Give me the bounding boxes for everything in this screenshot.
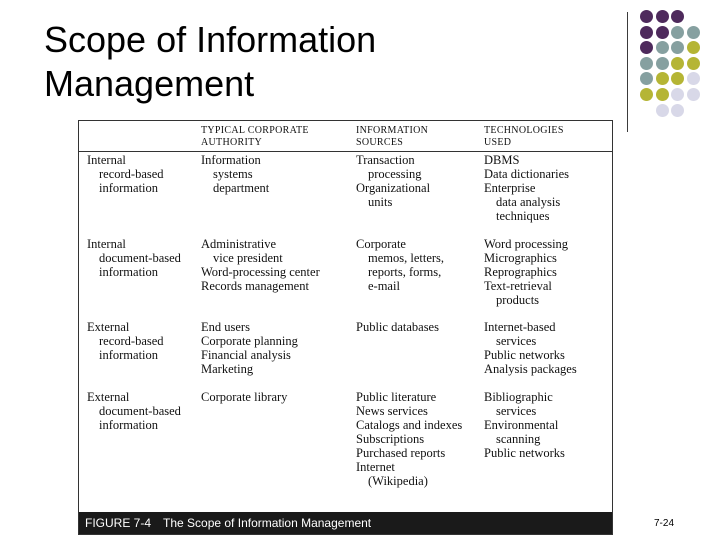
- cell-line: reports, forms,: [368, 265, 442, 279]
- decorative-dot: [687, 10, 700, 23]
- decorative-dot: [656, 104, 669, 117]
- cell-line: products: [496, 293, 540, 307]
- cell-authority-row-2: [201, 237, 320, 293]
- cell-sources-row-3: [356, 320, 439, 334]
- cell-line: data analysis: [496, 195, 561, 209]
- cell-line: department: [213, 181, 270, 195]
- cell-line: Public databases: [356, 320, 439, 334]
- cell-line: News services: [356, 404, 428, 418]
- decorative-dot: [656, 41, 669, 54]
- cell-line: Micrographics: [484, 251, 557, 265]
- cell-sources-row-1: [356, 153, 430, 209]
- decorative-dot: [671, 57, 684, 70]
- cell-line: services: [496, 404, 537, 418]
- header-sources: INFORMATION SOURCES: [356, 125, 429, 148]
- cell-line: Analysis packages: [484, 362, 577, 376]
- cell-line: Information: [201, 153, 261, 167]
- cell-line: Corporate: [356, 237, 406, 251]
- cell-line: DBMS: [484, 153, 520, 167]
- decorative-dot: [640, 72, 653, 85]
- cell-line: Financial analysis: [201, 348, 291, 362]
- cell-line: scanning: [496, 432, 541, 446]
- header-authority: TYPICAL CORPORATE AUTHORITY: [201, 125, 309, 148]
- decorative-dot: [640, 41, 653, 54]
- decorative-dot: [656, 88, 669, 101]
- cell-sources-row-4: [356, 390, 462, 488]
- decorative-dot: [687, 57, 700, 70]
- cell-category-row-4: [87, 390, 181, 432]
- cell-line: External: [87, 320, 130, 334]
- cell-authority-row-4: [201, 390, 287, 404]
- cell-line: techniques: [496, 209, 550, 223]
- scope-figure: [78, 120, 613, 535]
- decorative-dot: [640, 57, 653, 70]
- cell-authority-row-3: [201, 320, 298, 376]
- cell-line: information: [99, 265, 159, 279]
- cell-category-row-2: [87, 237, 181, 279]
- title-line-2: Management: [44, 63, 255, 104]
- cell-technologies-row-2: [484, 237, 568, 307]
- cell-line: Subscriptions: [356, 432, 425, 446]
- decorative-dot: [671, 41, 684, 54]
- cell-line: Public networks: [484, 348, 565, 362]
- title-divider-line: [627, 12, 628, 132]
- cell-line: systems: [213, 167, 253, 181]
- cell-category-row-3: [87, 320, 164, 362]
- caption-number: FIGURE 7-4: [85, 516, 152, 530]
- cell-line: document-based: [99, 251, 181, 265]
- cell-line: services: [496, 334, 537, 348]
- decorative-dot: [656, 72, 669, 85]
- cell-line: processing: [368, 167, 422, 181]
- cell-line: e-mail: [368, 279, 400, 293]
- caption-text: The Scope of Information Management: [163, 516, 372, 530]
- cell-line: memos, letters,: [368, 251, 445, 265]
- figure-caption: [79, 512, 612, 534]
- decorative-dot: [671, 10, 684, 23]
- cell-line: Text-retrieval: [484, 279, 552, 293]
- cell-sources-row-2: [356, 237, 444, 293]
- header-rule: [79, 151, 612, 152]
- cell-line: External: [87, 390, 130, 404]
- cell-line: Internet-based: [484, 320, 556, 334]
- cell-line: Administrative: [201, 237, 276, 251]
- cell-line: units: [368, 195, 393, 209]
- cell-line: Reprographics: [484, 265, 557, 279]
- cell-category-row-1: [87, 153, 164, 195]
- cell-line: information: [99, 348, 159, 362]
- decorative-dot: [687, 26, 700, 39]
- cell-line: (Wikipedia): [368, 474, 428, 488]
- cell-line: information: [99, 181, 159, 195]
- cell-line: Environmental: [484, 418, 559, 432]
- cell-line: Internal: [87, 153, 126, 167]
- cell-line: Internal: [87, 237, 126, 251]
- title-line-1: Scope of Information: [44, 19, 377, 60]
- decorative-dot: [640, 104, 653, 117]
- decorative-dot: [687, 104, 700, 117]
- cell-line: Marketing: [201, 362, 254, 376]
- cell-line: Word-processing center: [201, 265, 320, 279]
- cell-technologies-row-4: [484, 390, 565, 460]
- cell-line: Internet: [356, 460, 395, 474]
- cell-line: Data dictionaries: [484, 167, 570, 181]
- cell-technologies-row-3: [484, 320, 577, 376]
- decorative-dot: [671, 88, 684, 101]
- page-number: 7-24: [654, 518, 675, 529]
- header-technologies: TECHNOLOGIES USED: [484, 125, 564, 148]
- cell-line: Transaction: [356, 153, 415, 167]
- decorative-dot: [640, 88, 653, 101]
- cell-line: Catalogs and indexes: [356, 418, 463, 432]
- decorative-dot: [671, 26, 684, 39]
- cell-line: vice president: [213, 251, 283, 265]
- cell-line: record-based: [99, 334, 164, 348]
- cell-line: Records management: [201, 279, 309, 293]
- cell-technologies-row-1: [484, 153, 569, 223]
- cell-line: information: [99, 418, 159, 432]
- decorative-dot: [687, 41, 700, 54]
- decorative-dot: [656, 57, 669, 70]
- cell-line: Purchased reports: [356, 446, 446, 460]
- decorative-dot: [656, 10, 669, 23]
- cell-line: Organizational: [356, 181, 431, 195]
- cell-line: Enterprise: [484, 181, 536, 195]
- cell-line: End users: [201, 320, 250, 334]
- decorative-dot: [687, 88, 700, 101]
- cell-line: Bibliographic: [484, 390, 553, 404]
- decorative-dot-grid: [640, 10, 700, 117]
- decorative-dot: [671, 72, 684, 85]
- slide-title: [44, 18, 376, 106]
- decorative-dot: [671, 104, 684, 117]
- cell-line: record-based: [99, 167, 164, 181]
- decorative-dot: [640, 10, 653, 23]
- cell-line: Public literature: [356, 390, 437, 404]
- cell-line: Corporate library: [201, 390, 288, 404]
- cell-line: Public networks: [484, 446, 565, 460]
- cell-authority-row-1: [201, 153, 269, 195]
- decorative-dot: [687, 72, 700, 85]
- cell-line: Word processing: [484, 237, 569, 251]
- decorative-dot: [640, 26, 653, 39]
- cell-line: Corporate planning: [201, 334, 298, 348]
- cell-line: document-based: [99, 404, 181, 418]
- decorative-dot: [656, 26, 669, 39]
